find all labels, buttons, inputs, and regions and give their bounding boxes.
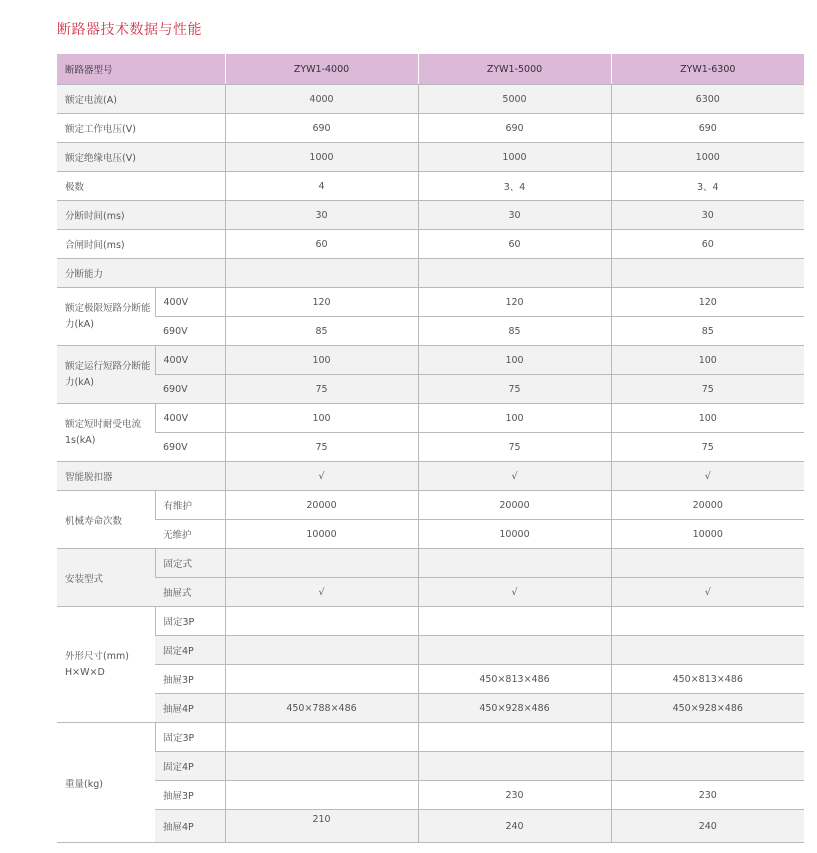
table-row xyxy=(57,288,804,317)
cell: 100 xyxy=(611,404,804,433)
model-4000: ZYW1-4000 xyxy=(225,54,418,85)
row-label: 额定工作电压(V) xyxy=(57,114,225,143)
row-label: 安装型式 xyxy=(57,549,155,607)
cell: 10000 xyxy=(418,520,611,549)
table-row xyxy=(57,85,804,114)
cell xyxy=(611,752,804,781)
table-row xyxy=(57,549,804,578)
cell xyxy=(225,607,418,636)
sub-label: 抽屉式 xyxy=(155,578,225,607)
table-row xyxy=(57,259,804,288)
table-row xyxy=(57,346,804,375)
cell: 240 xyxy=(418,810,611,843)
cell: 30 xyxy=(418,201,611,230)
table-row xyxy=(57,781,804,810)
cell: 100 xyxy=(418,346,611,375)
table-row xyxy=(57,433,804,462)
cell: 3、4 xyxy=(418,172,611,201)
row-label: 分断时间(ms) xyxy=(57,201,225,230)
row-label: 额定极限短路分断能力(kA) xyxy=(57,288,155,346)
table-row xyxy=(57,607,804,636)
cell xyxy=(418,259,611,288)
row-label xyxy=(57,607,155,723)
cell: 5000 xyxy=(418,85,611,114)
sub-label: 无维护 xyxy=(155,520,225,549)
cell: 20000 xyxy=(225,491,418,520)
cell: 690 xyxy=(225,114,418,143)
row-label: 极数 xyxy=(57,172,225,201)
cell: 60 xyxy=(611,230,804,259)
cell xyxy=(225,549,418,578)
cell xyxy=(418,752,611,781)
table-row xyxy=(57,462,804,491)
cell xyxy=(225,636,418,665)
sub-label: 固定4P xyxy=(155,636,225,665)
sub-label: 固定式 xyxy=(155,549,225,578)
cell: 60 xyxy=(225,230,418,259)
check-mark: √ xyxy=(418,578,611,607)
table-row xyxy=(57,810,804,843)
header-label: 断路器型号 xyxy=(57,54,225,85)
cell: 100 xyxy=(225,404,418,433)
model-5000: ZYW1-5000 xyxy=(418,54,611,85)
cell: 100 xyxy=(611,346,804,375)
cell: 450×813×486 xyxy=(611,665,804,694)
cell: 20000 xyxy=(611,491,804,520)
cell xyxy=(611,259,804,288)
sub-label: 固定3P xyxy=(155,607,225,636)
spec-table xyxy=(57,54,804,843)
row-label: 合闸时间(ms) xyxy=(57,230,225,259)
table-row xyxy=(57,491,804,520)
sub-label: 690V xyxy=(155,433,225,462)
cell: 75 xyxy=(611,433,804,462)
cell: 120 xyxy=(225,288,418,317)
cell: 230 xyxy=(418,781,611,810)
table-row xyxy=(57,201,804,230)
cell: 450×928×486 xyxy=(418,694,611,723)
cell: 10000 xyxy=(225,520,418,549)
cell: 690 xyxy=(418,114,611,143)
cell: 4 xyxy=(225,172,418,201)
cell xyxy=(225,723,418,752)
check-mark: √ xyxy=(225,578,418,607)
table-header-row xyxy=(57,54,804,85)
sub-label: 抽屉3P xyxy=(155,665,225,694)
cell xyxy=(418,723,611,752)
cell xyxy=(611,549,804,578)
cell: 120 xyxy=(611,288,804,317)
cell: 240 xyxy=(611,810,804,843)
row-label: 分断能力 xyxy=(57,259,225,288)
cell xyxy=(225,781,418,810)
table-row xyxy=(57,694,804,723)
cell: 1000 xyxy=(611,143,804,172)
dimensions-label: 外形尺寸(mm) xyxy=(65,650,129,662)
sub-label: 固定4P xyxy=(155,752,225,781)
sub-label: 抽屉3P xyxy=(155,781,225,810)
sub-label: 有维护 xyxy=(155,491,225,520)
sub-label: 抽屉4P xyxy=(155,810,225,843)
cell xyxy=(418,549,611,578)
table-row xyxy=(57,114,804,143)
table-row xyxy=(57,636,804,665)
table-row xyxy=(57,404,804,433)
cell: 3、4 xyxy=(611,172,804,201)
cell: 85 xyxy=(418,317,611,346)
cell xyxy=(225,752,418,781)
cell: 75 xyxy=(225,433,418,462)
table-row xyxy=(57,578,804,607)
cell: 450×928×486 xyxy=(611,694,804,723)
cell xyxy=(225,259,418,288)
cell: 100 xyxy=(225,346,418,375)
table-row xyxy=(57,752,804,781)
row-label: 额定短时耐受电流1s(kA) xyxy=(57,404,155,462)
cell: 210 xyxy=(225,810,418,843)
sub-label: 400V xyxy=(155,404,225,433)
sub-label: 抽屉4P xyxy=(155,694,225,723)
check-mark: √ xyxy=(225,462,418,491)
cell xyxy=(611,607,804,636)
sub-label: 固定3P xyxy=(155,723,225,752)
cell: 85 xyxy=(611,317,804,346)
cell: 6300 xyxy=(611,85,804,114)
table-row xyxy=(57,723,804,752)
cell: 100 xyxy=(418,404,611,433)
cell xyxy=(225,665,418,694)
cell: 1000 xyxy=(418,143,611,172)
cell: 690 xyxy=(611,114,804,143)
cell xyxy=(611,636,804,665)
cell: 450×813×486 xyxy=(418,665,611,694)
cell: 75 xyxy=(418,375,611,404)
cell xyxy=(418,636,611,665)
table-row xyxy=(57,143,804,172)
cell: 20000 xyxy=(418,491,611,520)
check-mark: √ xyxy=(611,578,804,607)
sub-label: 690V xyxy=(155,317,225,346)
sub-label: 400V xyxy=(155,346,225,375)
page-title: 断路器技术数据与性能 xyxy=(57,22,202,38)
model-6300: ZYW1-6300 xyxy=(611,54,804,85)
row-label: 重量(kg) xyxy=(57,723,155,843)
table-row xyxy=(57,172,804,201)
cell: 30 xyxy=(225,201,418,230)
cell: 75 xyxy=(418,433,611,462)
table-row xyxy=(57,317,804,346)
cell: 4000 xyxy=(225,85,418,114)
check-mark: √ xyxy=(611,462,804,491)
cell xyxy=(418,607,611,636)
sub-label: 690V xyxy=(155,375,225,404)
cell: 30 xyxy=(611,201,804,230)
cell: 120 xyxy=(418,288,611,317)
cell: 10000 xyxy=(611,520,804,549)
cell: 60 xyxy=(418,230,611,259)
table-row xyxy=(57,375,804,404)
cell: 230 xyxy=(611,781,804,810)
row-label: 额定运行短路分断能力(kA) xyxy=(57,346,155,404)
cell: 75 xyxy=(611,375,804,404)
cell: 450×788×486 xyxy=(225,694,418,723)
row-label: 机械寿命次数 xyxy=(57,491,155,549)
dimensions-label-2: H×W×D xyxy=(65,666,105,678)
cell xyxy=(611,723,804,752)
table-row xyxy=(57,520,804,549)
cell: 85 xyxy=(225,317,418,346)
row-label: 额定绝缘电压(V) xyxy=(57,143,225,172)
row-label: 额定电流(A) xyxy=(57,85,225,114)
sub-label: 400V xyxy=(155,288,225,317)
table-row xyxy=(57,230,804,259)
cell: 1000 xyxy=(225,143,418,172)
cell: 75 xyxy=(225,375,418,404)
table-row xyxy=(57,665,804,694)
check-mark: √ xyxy=(418,462,611,491)
row-label: 智能脱扣器 xyxy=(57,462,225,491)
